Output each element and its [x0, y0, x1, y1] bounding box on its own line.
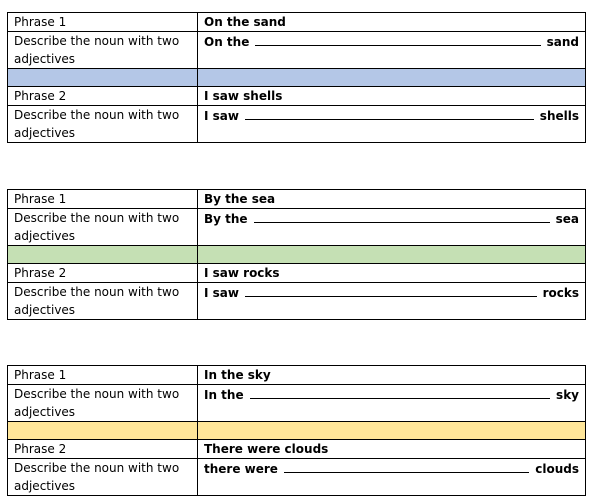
phrase-1-text: In the sky [198, 366, 586, 385]
describe-row [8, 209, 586, 246]
answer-prefix: By the [204, 212, 248, 226]
describe-instruction: Describe the noun with two adjectives [8, 32, 198, 69]
worksheet-table-sand [7, 12, 586, 143]
phrase-2-row [8, 440, 586, 459]
describe-answer-cell [198, 209, 586, 246]
color-band-row [8, 422, 586, 440]
color-band-cell [198, 69, 586, 87]
color-band-cell [8, 422, 198, 440]
describe-row [8, 32, 586, 69]
answer-suffix: sand [546, 35, 579, 49]
answer-suffix: clouds [535, 462, 579, 476]
describe-instruction: Describe the noun with two adjectives [8, 209, 198, 246]
phrase-2-label: Phrase 2 [8, 264, 198, 283]
answer-suffix: sky [556, 388, 579, 402]
worksheet-table-sea [7, 189, 586, 320]
answer-prefix: there were [204, 462, 278, 476]
answer-blank-line[interactable] [255, 32, 540, 46]
color-band-row [8, 246, 586, 264]
describe-answer-cell [198, 283, 586, 320]
answer-prefix: I saw [204, 109, 239, 123]
describe-row [8, 459, 586, 496]
answer-suffix: sea [555, 212, 579, 226]
describe-row [8, 106, 586, 143]
phrase-1-row [8, 366, 586, 385]
answer-blank-line[interactable] [254, 209, 550, 223]
phrase-1-row [8, 13, 586, 32]
answer-suffix: rocks [542, 286, 579, 300]
color-band-cell [198, 422, 586, 440]
answer-blank-line[interactable] [250, 385, 550, 399]
phrase-1-text: By the sea [198, 190, 586, 209]
describe-instruction: Describe the noun with two adjectives [8, 385, 198, 422]
phrase-2-text: I saw shells [198, 87, 586, 106]
describe-answer-cell [198, 385, 586, 422]
answer-prefix: I saw [204, 286, 239, 300]
describe-answer-cell [198, 459, 586, 496]
phrase-1-label: Phrase 1 [8, 13, 198, 32]
describe-instruction: Describe the noun with two adjectives [8, 283, 198, 320]
phrase-1-row [8, 190, 586, 209]
answer-blank-line[interactable] [245, 106, 534, 120]
phrase-2-row [8, 87, 586, 106]
describe-instruction: Describe the noun with two adjectives [8, 106, 198, 143]
phrase-2-label: Phrase 2 [8, 87, 198, 106]
phrase-2-row [8, 264, 586, 283]
phrase-1-label: Phrase 1 [8, 366, 198, 385]
describe-instruction: Describe the noun with two adjectives [8, 459, 198, 496]
describe-row [8, 283, 586, 320]
phrase-1-label: Phrase 1 [8, 190, 198, 209]
worksheet-table-sky [7, 365, 586, 496]
color-band-cell [8, 246, 198, 264]
answer-prefix: In the [204, 388, 244, 402]
phrase-2-text: There were clouds [198, 440, 586, 459]
phrase-1-text: On the sand [198, 13, 586, 32]
describe-row [8, 385, 586, 422]
color-band-row [8, 69, 586, 87]
phrase-2-text: I saw rocks [198, 264, 586, 283]
color-band-cell [8, 69, 198, 87]
describe-answer-cell [198, 106, 586, 143]
color-band-cell [198, 246, 586, 264]
answer-blank-line[interactable] [284, 459, 529, 473]
phrase-2-label: Phrase 2 [8, 440, 198, 459]
describe-answer-cell [198, 32, 586, 69]
answer-prefix: On the [204, 35, 250, 49]
answer-blank-line[interactable] [245, 283, 537, 297]
answer-suffix: shells [539, 109, 579, 123]
